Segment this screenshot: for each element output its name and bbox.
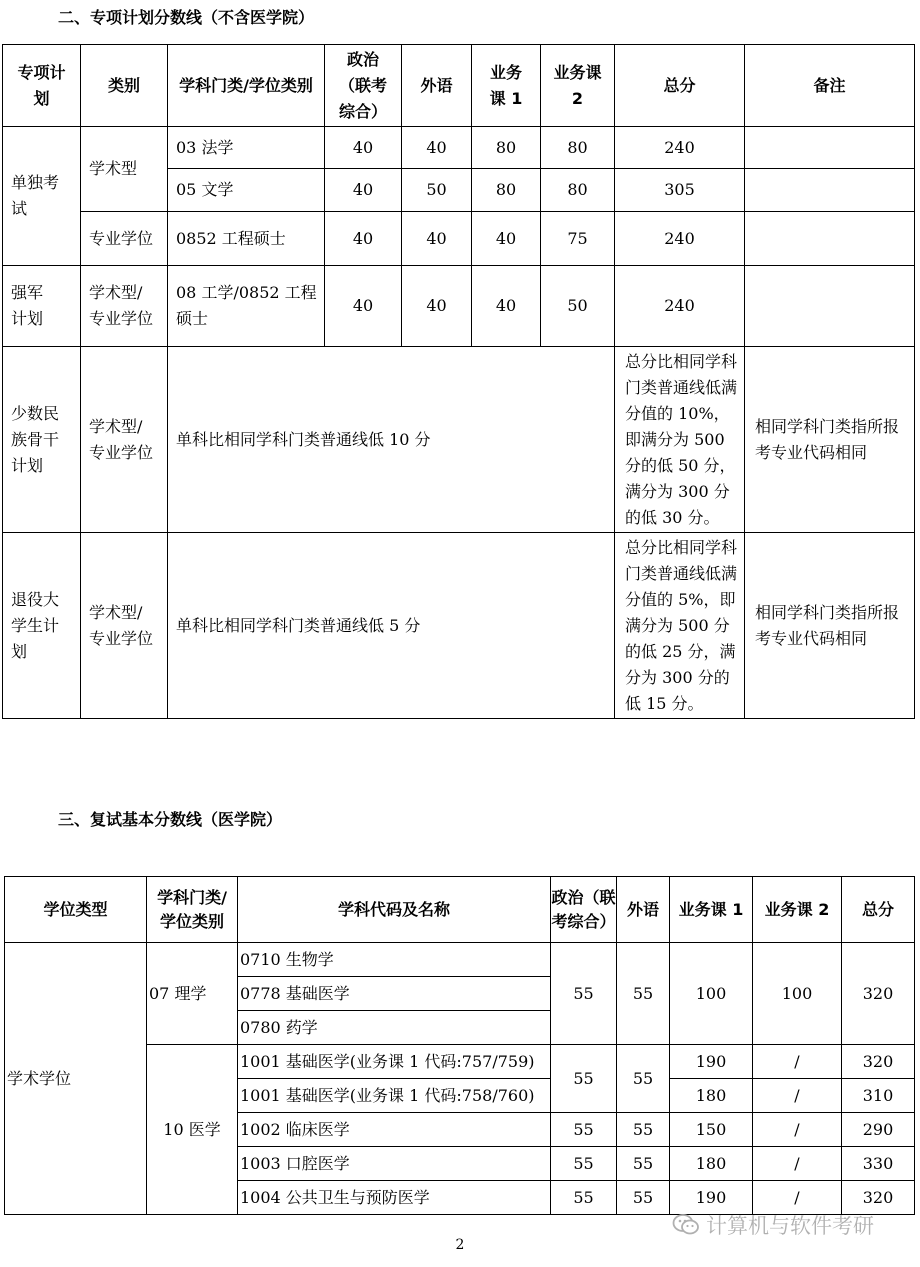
discipline-science: 07 理学 xyxy=(147,943,238,1045)
header-discipline: 学科门类/学位类别 xyxy=(168,45,325,127)
header-discipline: 学科门类/学位类别 xyxy=(147,877,238,943)
course2-cell: 50 xyxy=(541,266,615,347)
table-row xyxy=(5,943,915,977)
course2-cell: / xyxy=(753,1079,842,1113)
total-cell: 240 xyxy=(615,127,745,169)
remarks-cell xyxy=(745,127,915,169)
header-remarks: 备注 xyxy=(745,45,915,127)
single-subject-rule: 单科比相同学科门类普通线低 5 分 xyxy=(168,533,615,719)
discipline-cell: 03 法学 xyxy=(168,127,325,169)
subject-cell: 1003 口腔医学 xyxy=(238,1147,551,1181)
header-course2: 业务课 2 xyxy=(753,877,842,943)
category-academic: 学术型 xyxy=(81,127,168,212)
subject-cell: 1001 基础医学(业务课 1 代码:758/760) xyxy=(238,1079,551,1113)
politics-cell: 40 xyxy=(325,212,402,266)
remarks-cell xyxy=(745,212,915,266)
total-cell: 320 xyxy=(842,1181,915,1215)
category-cell: 学术型/专业学位 xyxy=(81,533,168,719)
politics-cell: 55 xyxy=(551,1113,617,1147)
section3-heading: 三、复试基本分数线（医学院） xyxy=(58,810,283,829)
plan-qiangjun: 强军计划 xyxy=(3,266,81,347)
course1-cell: 100 xyxy=(670,943,753,1045)
total-rule: 总分比相同学科门类普通线低满分值的 10%，即满分为 500 分的低 50 分，满分为 300 分的低 30 分。 xyxy=(615,347,745,533)
foreign-cell: 50 xyxy=(402,169,472,212)
subject-cell: 0780 药学 xyxy=(238,1011,551,1045)
remarks-cell xyxy=(745,266,915,347)
section2-heading: 二、专项计划分数线（不含医学院） xyxy=(58,8,315,27)
foreign-cell: 40 xyxy=(402,127,472,169)
total-cell: 240 xyxy=(615,266,745,347)
header-plan: 专项计划 xyxy=(3,45,81,127)
total-rule: 总分比相同学科门类普通线低满分值的 5%，即满分为 500 分的低 25 分，满分为 300 分的低 15 分。 xyxy=(615,533,745,719)
politics-cell: 40 xyxy=(325,266,402,347)
header-politics: 政治（联考综合） xyxy=(325,45,402,127)
table-row xyxy=(3,127,915,169)
header-politics: 政治（联考综合） xyxy=(551,877,617,943)
watermark xyxy=(672,1210,874,1240)
course2-cell: 80 xyxy=(541,169,615,212)
watermark-text: 计算机与软件考研 xyxy=(706,1214,874,1238)
header-total: 总分 xyxy=(842,877,915,943)
category-cell: 学术型/专业学位 xyxy=(81,266,168,347)
subject-cell: 1002 临床医学 xyxy=(238,1113,551,1147)
plan-minority: 少数民族骨干计划 xyxy=(3,347,81,533)
header-code-name: 学科代码及名称 xyxy=(238,877,551,943)
table-header-row xyxy=(3,45,915,127)
total-cell: 290 xyxy=(842,1113,915,1147)
header-category: 类别 xyxy=(81,45,168,127)
foreign-cell: 55 xyxy=(617,1113,670,1147)
politics-cell: 55 xyxy=(551,1147,617,1181)
subject-cell: 0710 生物学 xyxy=(238,943,551,977)
discipline-cell: 0852 工程硕士 xyxy=(168,212,325,266)
foreign-cell: 55 xyxy=(617,1181,670,1215)
total-cell: 320 xyxy=(842,1045,915,1079)
course1-cell: 180 xyxy=(670,1079,753,1113)
remarks-cell xyxy=(745,169,915,212)
discipline-medicine: 10 医学 xyxy=(147,1045,238,1215)
remarks-cell: 相同学科门类指所报考专业代码相同 xyxy=(745,347,915,533)
course2-cell: / xyxy=(753,1181,842,1215)
course2-cell: / xyxy=(753,1147,842,1181)
course1-cell: 150 xyxy=(670,1113,753,1147)
politics-cell: 40 xyxy=(325,169,402,212)
course1-cell: 190 xyxy=(670,1181,753,1215)
course1-cell: 40 xyxy=(472,212,541,266)
plan-dandu: 单独考试 xyxy=(3,127,81,266)
single-subject-rule: 单科比相同学科门类普通线低 10 分 xyxy=(168,347,615,533)
category-cell: 学术型/专业学位 xyxy=(81,347,168,533)
header-course1: 业务课 1 xyxy=(472,45,541,127)
degree-type-cell: 学术学位 xyxy=(5,943,147,1215)
special-plan-table xyxy=(2,44,915,719)
medical-school-table xyxy=(4,876,915,1215)
remarks-cell: 相同学科门类指所报考专业代码相同 xyxy=(745,533,915,719)
politics-cell: 55 xyxy=(551,943,617,1045)
category-professional: 专业学位 xyxy=(81,212,168,266)
header-course1: 业务课 1 xyxy=(670,877,753,943)
table-row xyxy=(3,266,915,347)
politics-cell: 55 xyxy=(551,1181,617,1215)
table-row xyxy=(3,347,915,533)
total-cell: 330 xyxy=(842,1147,915,1181)
course2-cell: / xyxy=(753,1045,842,1079)
table-row xyxy=(3,212,915,266)
course2-cell: 80 xyxy=(541,127,615,169)
politics-cell: 40 xyxy=(325,127,402,169)
subject-cell: 1004 公共卫生与预防医学 xyxy=(238,1181,551,1215)
course2-cell: / xyxy=(753,1113,842,1147)
course1-cell: 80 xyxy=(472,127,541,169)
foreign-cell: 55 xyxy=(617,1147,670,1181)
foreign-cell: 40 xyxy=(402,266,472,347)
total-cell: 305 xyxy=(615,169,745,212)
foreign-cell: 55 xyxy=(617,943,670,1045)
course2-cell: 100 xyxy=(753,943,842,1045)
foreign-cell: 55 xyxy=(617,1045,670,1113)
header-degree-type: 学位类型 xyxy=(5,877,147,943)
total-cell: 240 xyxy=(615,212,745,266)
course1-cell: 40 xyxy=(472,266,541,347)
header-course2: 业务课 2 xyxy=(541,45,615,127)
course2-cell: 75 xyxy=(541,212,615,266)
foreign-cell: 40 xyxy=(402,212,472,266)
table-row xyxy=(3,533,915,719)
politics-cell: 55 xyxy=(551,1045,617,1113)
course1-cell: 180 xyxy=(670,1147,753,1181)
subject-cell: 1001 基础医学(业务课 1 代码:757/759) xyxy=(238,1045,551,1079)
page-number: 2 xyxy=(455,1237,465,1253)
subject-cell: 0778 基础医学 xyxy=(238,977,551,1011)
course1-cell: 190 xyxy=(670,1045,753,1079)
plan-veteran: 退役大学生计划 xyxy=(3,533,81,719)
header-foreign: 外语 xyxy=(402,45,472,127)
wechat-icon xyxy=(672,1213,700,1237)
course1-cell: 80 xyxy=(472,169,541,212)
discipline-cell: 08 工学/0852 工程硕士 xyxy=(168,266,325,347)
header-total: 总分 xyxy=(615,45,745,127)
header-foreign: 外语 xyxy=(617,877,670,943)
total-cell: 320 xyxy=(842,943,915,1045)
table-header-row xyxy=(5,877,915,943)
discipline-cell: 05 文学 xyxy=(168,169,325,212)
total-cell: 310 xyxy=(842,1079,915,1113)
